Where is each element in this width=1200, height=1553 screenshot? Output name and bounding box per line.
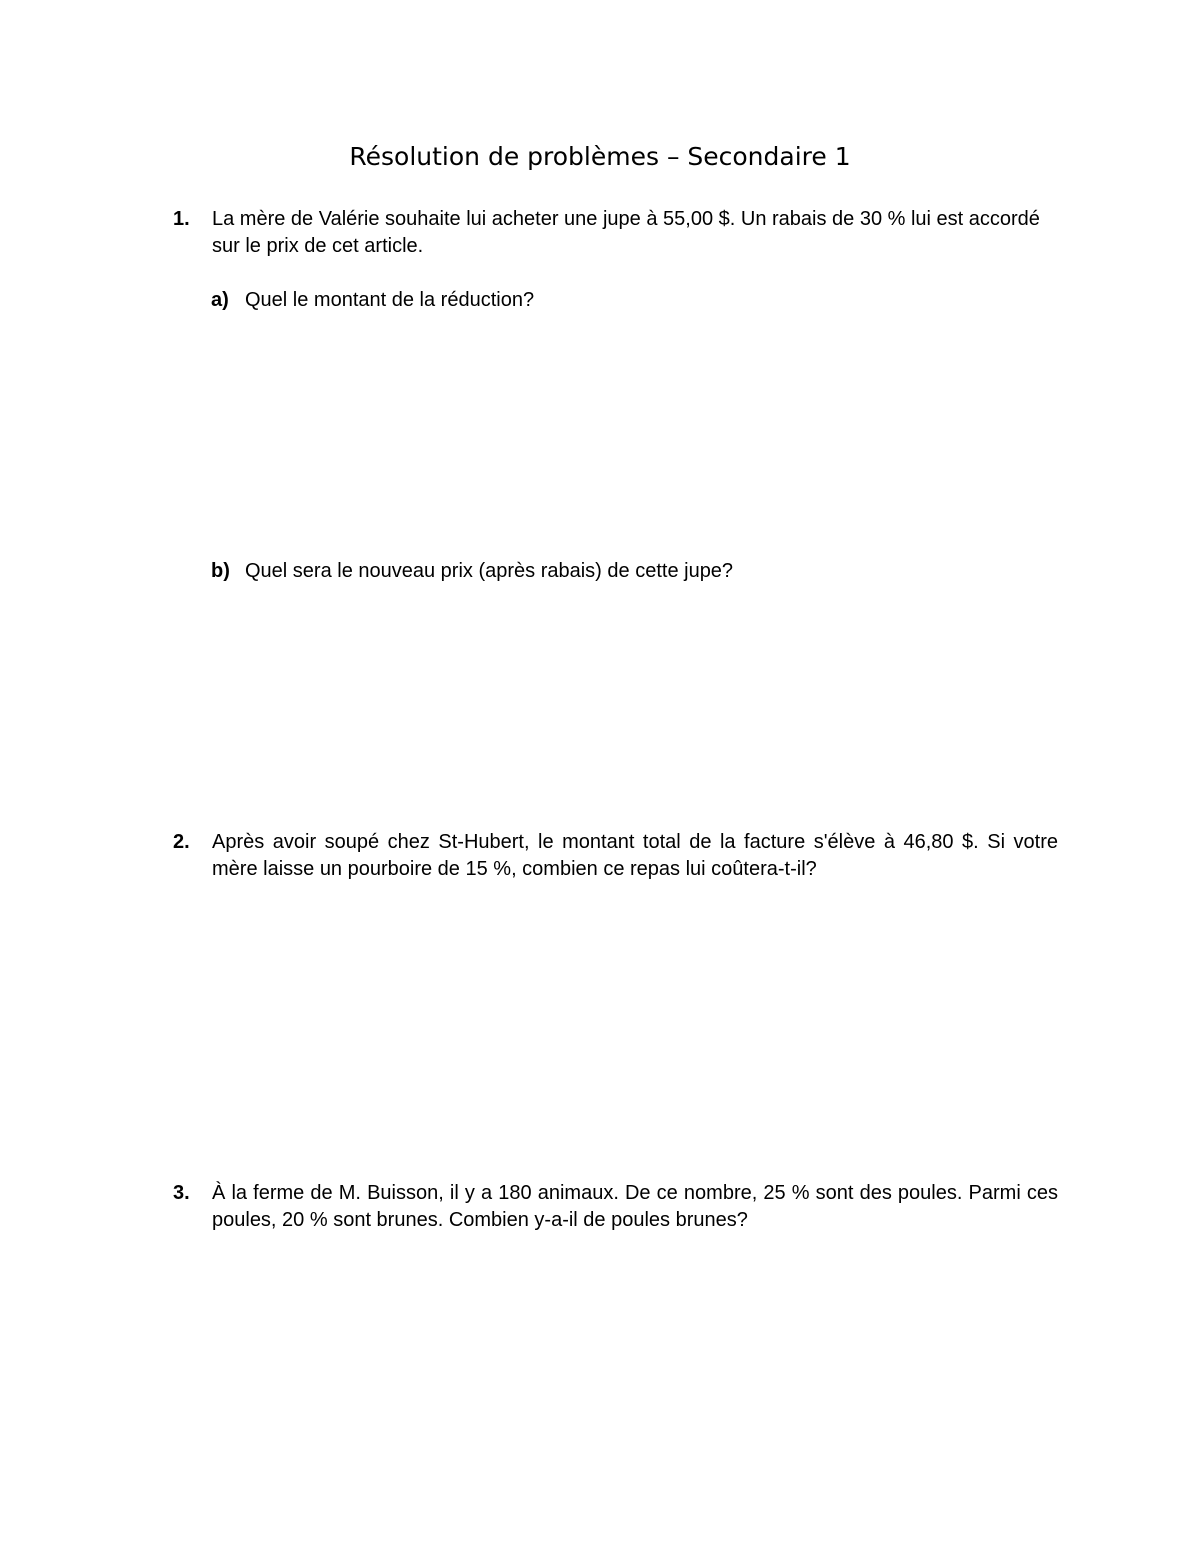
problem-3 bbox=[173, 1180, 1058, 1234]
problem-1-number: 1. bbox=[173, 208, 190, 230]
subquestion-1b-text: Quel sera le nouveau prix (après rabais) de cette jupe? bbox=[245, 560, 734, 582]
page-title: Résolution de problèmes – Secondaire 1 bbox=[349, 142, 851, 171]
subquestion-1a bbox=[211, 287, 1058, 314]
problem-1 bbox=[173, 206, 1058, 260]
problem-2-number: 2. bbox=[173, 831, 190, 853]
problem-3-number: 3. bbox=[173, 1182, 190, 1204]
subquestion-1b-letter: b) bbox=[211, 560, 230, 582]
subquestion-1b bbox=[211, 558, 1058, 585]
problem-2 bbox=[173, 829, 1058, 883]
problem-3-text: À la ferme de M. Buisson, il y a 180 animaux. De ce nombre, 25 % sont des poules. Parmi ces poules, 20 % sont brunes. Combien y-a-il de poules brunes? bbox=[212, 1182, 1058, 1231]
subquestion-1a-text: Quel le montant de la réduction? bbox=[245, 289, 535, 311]
problem-2-text: Après avoir soupé chez St-Hubert, le montant total de la facture s'élève à 46,80 $. Si votre mère laisse un pourboire de 15 %, combien ce repas lui coûtera-t-il? bbox=[212, 831, 1058, 880]
problem-1-text: La mère de Valérie souhaite lui acheter une jupe à 55,00 $. Un rabais de 30 % lui est accordé sur le prix de cet article. bbox=[212, 208, 1040, 257]
subquestion-1a-letter: a) bbox=[211, 289, 229, 311]
